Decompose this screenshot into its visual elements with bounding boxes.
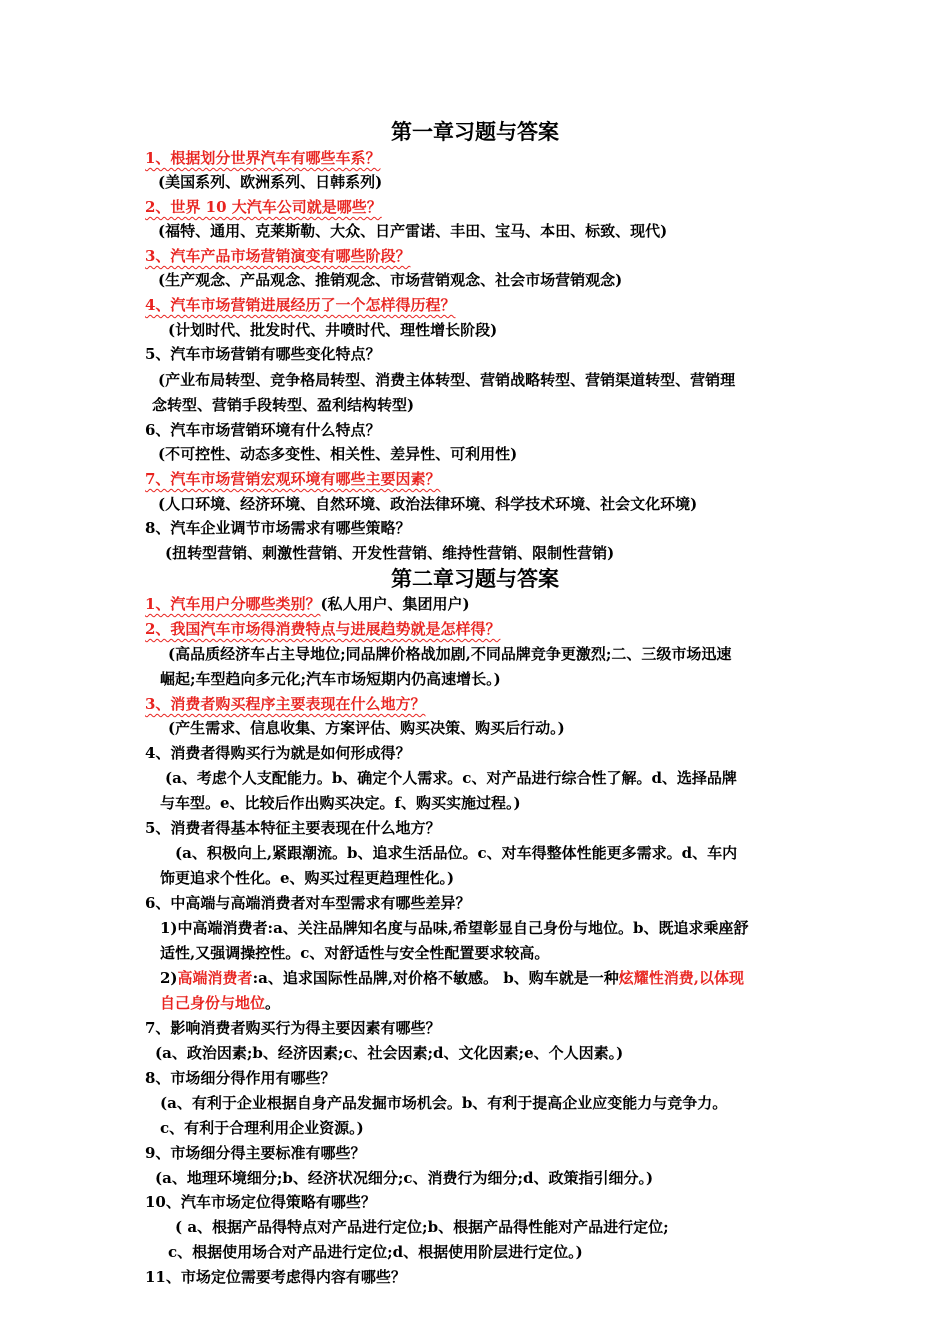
ch1-question-3: 3、汽车产品市场营销演变有哪些阶段？ bbox=[145, 247, 411, 265]
ch1-question-8: 8、汽车企业调节市场需求有哪些策略？ bbox=[145, 519, 411, 537]
ch1-answer-3: (生产观念、产品观念、推销观念、市场营销观念、社会市场营销观念) bbox=[158, 271, 623, 289]
ch2-question-2: 2、我国汽车市场得消费特点与进展趋势就是怎样得？ bbox=[145, 620, 501, 638]
ch1-question-4: 4、汽车市场营销进展经历了一个怎样得历程？ bbox=[145, 296, 456, 314]
ch2-answer-3: (产生需求、信息收集、方案评估、购买决策、购买后行动。) bbox=[168, 719, 565, 737]
ch2-answer-6-highlight-1: 炫耀性消费,以体现 bbox=[618, 969, 744, 987]
ch2-answer-6-line-1: 1)中高端消费者:a、关注品牌知名度与品味,希望彰显自己身份与地位。b、既追求乘座舒 bbox=[160, 919, 749, 937]
ch1-answer-4: (计划时代、批发时代、井喷时代、理性增长阶段) bbox=[168, 321, 498, 339]
ch2-answer-6-line-2: 适性,又强调操控性。c、对舒适性与安全性配置要求较高。 bbox=[160, 944, 550, 962]
ch1-question-7: 7、汽车市场营销宏观环境有哪些主要因素？ bbox=[145, 470, 441, 488]
ch2-answer-4-line-1: (a、考虑个人支配能力。b、确定个人需求。c、对产品进行综合性了解。d、选择品牌 bbox=[165, 769, 737, 787]
ch2-answer-8-line-2: c、有利于合理利用企业资源。) bbox=[160, 1119, 364, 1137]
chapter-1-title: 第一章习题与答案 bbox=[391, 119, 559, 144]
ch2-question-6: 6、中高端与高端消费者对车型需求有哪些差异？ bbox=[145, 894, 471, 912]
ch2-answer-6-end: 。 bbox=[265, 994, 281, 1012]
ch2-answer-6-high-end-text: :a、追求国际性品牌,对价格不敏感。 b、购车就是一种 bbox=[252, 969, 619, 987]
ch2-answer-6-line-3 bbox=[160, 968, 744, 988]
ch2-answer-6-highlight-2: 自己身份与地位 bbox=[160, 994, 266, 1012]
ch2-answer-2-line-2: 崛起;车型趋向多元化;汽车市场短期内仍高速增长。) bbox=[160, 670, 501, 688]
ch1-question-5: 5、汽车市场营销有哪些变化特点？ bbox=[145, 345, 381, 363]
ch2-question-10: 10、汽车市场定位得策略有哪些？ bbox=[145, 1193, 376, 1211]
ch2-answer-6-prefix: 2) bbox=[160, 969, 178, 987]
ch2-answer-8-line-1: (a、有利于企业根据自身产品发掘市场机会。b、有利于提高企业应变能力与竞争力。 bbox=[160, 1094, 728, 1112]
ch2-line-1 bbox=[145, 594, 470, 614]
ch1-answer-5-line-2: 念转型、营销手段转型、盈利结构转型) bbox=[152, 396, 415, 414]
ch2-answer-9: (a、地理环境细分;b、经济状况细分;c、消费行为细分;d、政策指引细分。) bbox=[155, 1169, 654, 1187]
ch2-answer-4-line-2: 与车型。e、比较后作出购买决定。f、购买实施过程。) bbox=[160, 794, 521, 812]
ch2-answer-7: (a、政治因素;b、经济因素;c、社会因素;d、文化因素;e、个人因素。) bbox=[155, 1044, 624, 1062]
ch2-answer-5-line-2: 饰更追求个性化。e、购买过程更趋理性化。) bbox=[160, 869, 455, 887]
ch1-answer-7: (人口环境、经济环境、自然环境、政治法律环境、科学技术环境、社会文化环境) bbox=[158, 495, 698, 513]
ch1-question-6: 6、汽车市场营销环境有什么特点？ bbox=[145, 421, 381, 439]
ch2-question-7: 7、影响消费者购买行为得主要因素有哪些？ bbox=[145, 1019, 441, 1037]
ch1-answer-2: (福特、通用、克莱斯勒、大众、日产雷诺、丰田、宝马、本田、标致、现代) bbox=[158, 222, 668, 240]
ch2-question-11: 11、市场定位需要考虑得内容有哪些？ bbox=[145, 1268, 406, 1286]
ch2-question-9: 9、市场细分得主要标准有哪些？ bbox=[145, 1144, 366, 1162]
chapter-2-title: 第二章习题与答案 bbox=[391, 566, 559, 591]
ch2-answer-6-high-end-label: 高端消费者 bbox=[177, 969, 253, 987]
ch1-answer-6: (不可控性、动态多变性、相关性、差异性、可利用性) bbox=[158, 445, 518, 463]
ch1-question-1: 1、根据划分世界汽车有哪些车系？ bbox=[145, 149, 381, 167]
ch2-question-8: 8、市场细分得作用有哪些？ bbox=[145, 1069, 336, 1087]
ch2-question-4: 4、消费者得购买行为就是如何形成得？ bbox=[145, 744, 411, 762]
ch1-answer-8: (扭转型营销、刺激性营销、开发性营销、维持性营销、限制性营销) bbox=[165, 544, 615, 562]
ch2-answer-5-line-1: (a、积极向上,紧跟潮流。b、追求生活品位。c、对车得整体性能更多需求。d、车内 bbox=[175, 844, 738, 862]
ch2-question-1: 1、汽车用户分哪些类别？ bbox=[145, 595, 321, 613]
ch1-answer-1: (美国系列、欧洲系列、日韩系列) bbox=[158, 173, 383, 191]
ch2-question-5: 5、消费者得基本特征主要表现在什么地方？ bbox=[145, 819, 441, 837]
ch1-question-2: 2、世界 10 大汽车公司就是哪些？ bbox=[145, 198, 382, 216]
ch2-answer-6-line-4 bbox=[160, 993, 280, 1013]
ch1-answer-5-line-1: (产业布局转型、竞争格局转型、消费主体转型、营销战略转型、营销渠道转型、营销理 bbox=[158, 371, 736, 389]
ch2-answer-1: (私人用户、集团用户) bbox=[320, 595, 470, 613]
ch2-answer-10-line-1: ( a、根据产品得特点对产品进行定位;b、根据产品得性能对产品进行定位; bbox=[175, 1218, 669, 1236]
ch2-answer-2-line-1: (高品质经济车占主导地位;同品牌价格战加剧,不同品牌竞争更激烈;二、三级市场迅速 bbox=[168, 645, 732, 663]
ch2-question-3: 3、消费者购买程序主要表现在什么地方？ bbox=[145, 695, 426, 713]
ch2-answer-10-line-2: c、根据使用场合对产品进行定位;d、根据使用阶层进行定位。) bbox=[168, 1243, 583, 1261]
